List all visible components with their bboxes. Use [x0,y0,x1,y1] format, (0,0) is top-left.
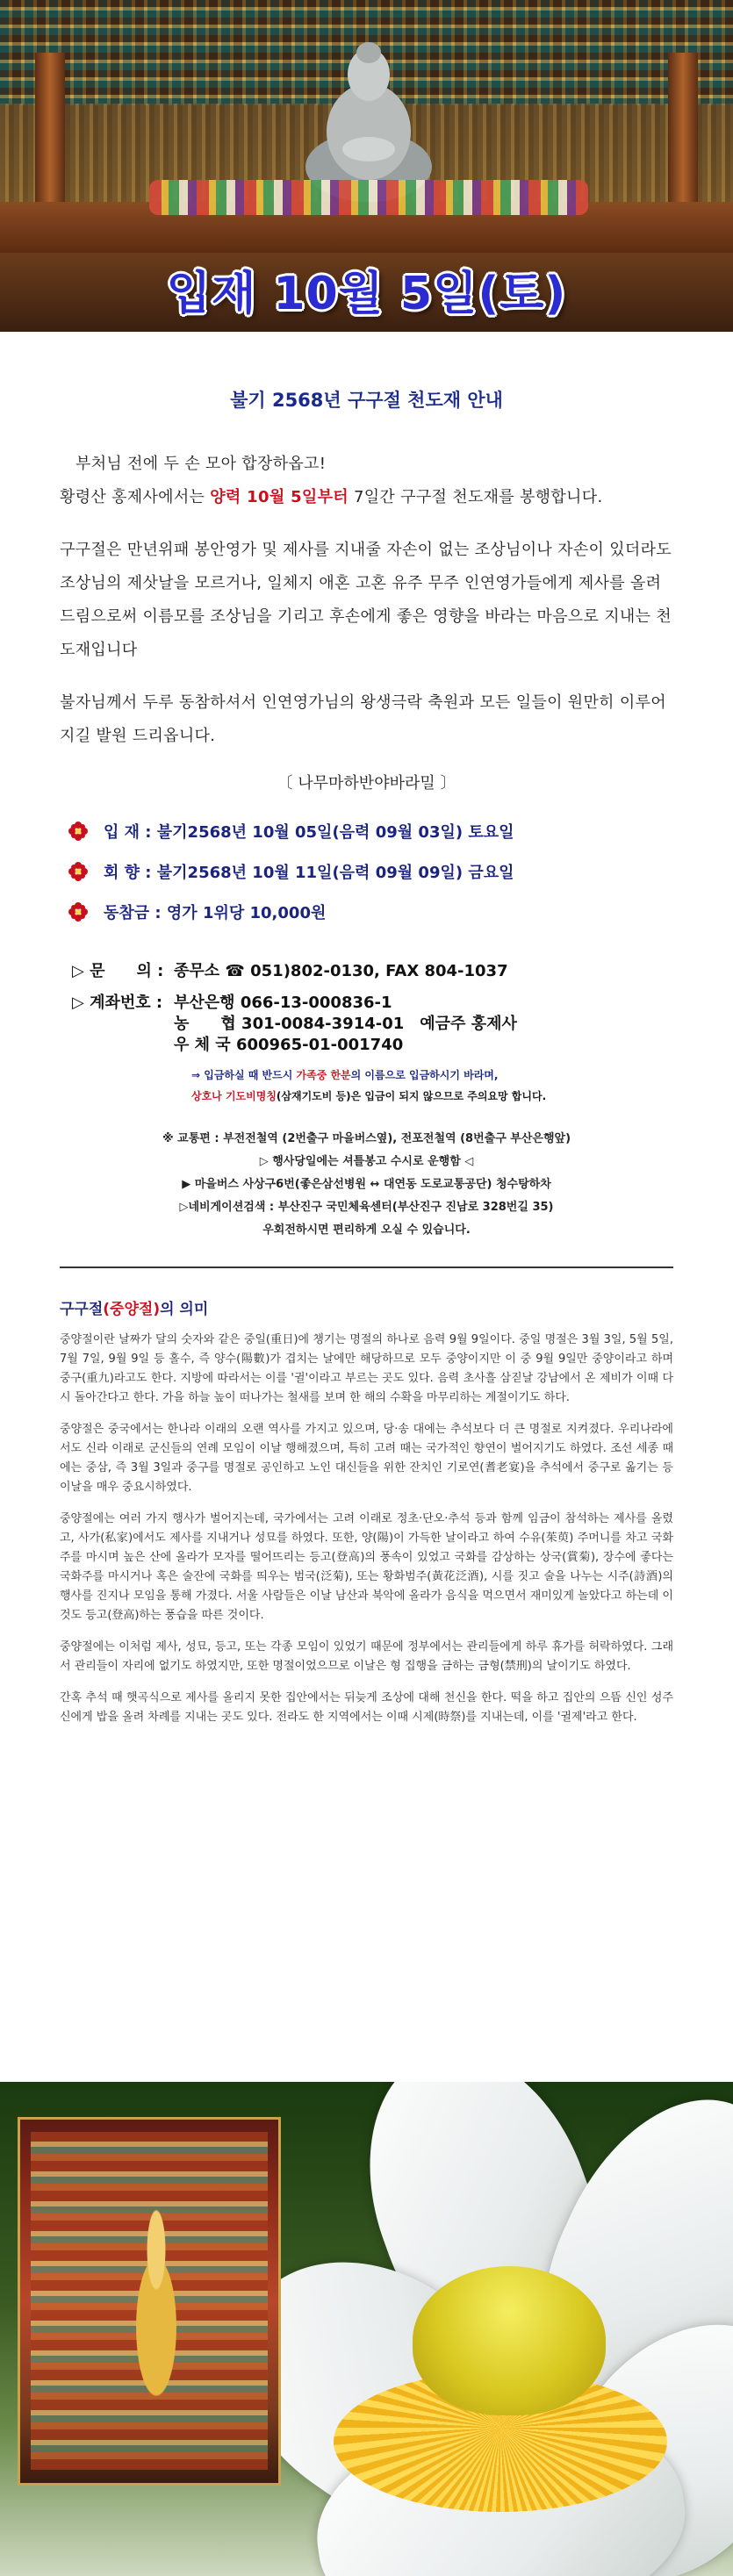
intro-paragraph [60,448,673,514]
bank-accounts [174,993,517,1056]
lotus-flower-icon [68,902,88,922]
shuttle-line: ▷ 행사당일에는 셔틀봉고 수시로 운행함 ◁ [259,1155,474,1168]
deposit-note-line2 [191,1086,673,1107]
schedule-text: 동참금 : 영가 1위당 10,000원 [104,904,327,922]
note-text: ⇒ 입금하실 때 반드시 [191,1069,297,1081]
bus-line: ▶ 마을버스 사상구6번(좋은삼선병원 ↔ 대연동 도로교통공단) 청수탕하차 [182,1178,551,1191]
buddha-statue-image [303,35,435,202]
buddhist-painting-image [18,2117,281,2486]
meaning-paragraph: 중양절에는 여러 가지 행사가 벌어지는데, 국가에서는 고려 이래로 정초·단오·추석 등과 함께 임금이 참석하는 제사를 올렸고, 사가(私家)에서도 제사를 지내거나 성묘를 하였다. 또한, 양(陽)이 가득한 날이라고 하여 수유(茱萸) 주머니를 차고 국화주를 마시며 높은 산에 올라가 모자를 떨어뜨리는 등고(登高)의 풍속이 있었고 국화를 감상하는 상국(賞菊), 장수에 좋다는 국화주를 마시거나 혹은 술잔에 국화를 띄우는 범국(泛菊), 또는 황화범주(黃花泛酒), 시를 짓고 술을 나누는 시주(詩酒)의 행사를 진지나 모임을 통해 가졌다. 서울 사람들은 이날 남산과 북악에 올라가 음식을 먹으면서 재미있게 놀았다고 하는데 이것도 등고(登高)하는 풍습을 따른 것이다. [60,1512,673,1622]
lotus-footer-image [0,2082,733,2576]
directions-line: 우회전하시면 편리하게 오실 수 있습니다. [262,1223,471,1237]
deposit-note [191,1065,673,1107]
wish-paragraph: 불자님께서 두루 동참하셔서 인연영가님의 왕생극락 축원과 모든 일들이 원만히 이루어지길 발원 드리옵니다. [60,693,666,745]
note-text: 의 이름으로 입금하시기 바라며, [350,1069,499,1081]
bank-label: ▷ 계좌번호 : [72,994,163,1012]
lotus-flower-icon [68,862,88,881]
altar-offerings [149,180,588,215]
header-banner [0,0,733,332]
meaning-title [60,1296,673,1318]
bank-account: 부산은행 066-13-000836-1 [174,994,392,1012]
note-highlight: 가족중 한분 [296,1069,351,1081]
schedule-item-end [68,860,673,883]
transport-line: ※ 교통편 : 부전전철역 (2번출구 마을버스옆), 전포전철역 (8번출구 부산은행앞) [162,1132,571,1145]
meaning-title-main: 구구절 [60,1301,104,1318]
meaning-paragraph: 중양절이란 날짜가 달의 숫자와 같은 중일(重日)에 챙기는 명절의 하나로 음력 9월 9일이다. 중일 명절은 3월 3일, 5월 5일, 7월 7일, 9월 9일 등 홀수, 즉 양수(陽數)가 겹치는 날에만 해당하므로 모두 중양이지만 이 중 9월 9일만 중양이라고 하며 중구(重九)라고도 한다. 지방에 따라서는 이를 '귈'이라고 부르는 곳도 있다. 음력 초사흘 삼짇날 강남에서 온 제비가 이때 다시 돌아간다고 한다. 가을 하늘 높이 떠나가는 철새를 보며 한 해의 수확을 마무리하는 계절이기도 하다. [60,1333,673,1404]
deposit-note-line1 [191,1065,673,1086]
banner-title: 입재 10월 5일(토) [166,268,567,320]
mantra-text: 〔 나무마하반야바라밀 〕 [277,774,456,793]
schedule-item-fee [68,901,673,923]
notice-headline: 불기 2568년 구구절 천도재 안내 [230,390,503,411]
intro-greeting: 부처님 전에 두 손 모아 합장하옵고! [75,455,327,473]
inquiry-value: 종무소 ☎ 051)802-0130, FAX 804-1037 [174,962,508,980]
transport-info [60,1128,673,1242]
note-text: (삼재기도비 등)은 입금이 되지 않으므로 주의요망 합니다. [276,1090,547,1102]
schedule-item-start [68,820,673,843]
meaning-title-suffix: 의 의미 [160,1301,209,1318]
inquiry-label: ▷ 문 의 : [72,962,164,980]
bank-row [72,990,673,1056]
meaning-paragraph: 간혹 추석 때 햇곡식으로 제사를 올리지 못한 집안에서는 뒤늦게 조상에 대해 천신을 한다. 떡을 하고 집안의 으뜸 신인 성주신에게 밥을 올려 차례를 지내는 곳도 있다. 전라도 한 지역에서는 이때 시제(時祭)를 지내는데, 이를 '귈제'라고 한다. [60,1691,673,1724]
note-highlight: 상호나 기도비명칭 [191,1090,277,1102]
meaning-title-paren: (중양절) [103,1301,161,1318]
schedule-text: 입 재 : 불기2568년 10월 05일(음력 09월 03일) 토요일 [104,823,514,842]
lotus-flower-icon [68,822,88,841]
lotus-seed-pod [413,2266,606,2415]
notice-section [0,386,733,1727]
intro-date-highlight: 양력 10월 5일부터 [210,488,349,506]
intro-text-post: 7일간 구구절 천도재를 봉행합니다. [348,488,603,506]
meaning-paragraph: 중양절은 중국에서는 한나라 이래의 오랜 역사를 가지고 있으며, 당·송 대에는 추석보다 더 큰 명절로 지켜졌다. 우리나라에서도 신라 이래로 군신들의 연례 모임이 이날 행해졌으며, 특히 고려 때는 국가적인 향연이 벌어지기도 하였다. 조선 세종 때에는 중삼, 즉 3월 3일과 중구를 명절로 공인하고 노인 대신들을 위한 잔치인 기로연(耆老宴)을 추석에서 중구로 옮기는 등 이날을 매우 중요시하였다. [60,1423,673,1494]
bank-account: 우 체 국 600965-01-001740 [174,1036,404,1054]
contact-info [60,958,673,1107]
meaning-paragraph: 중양절에는 이처럼 제사, 성묘, 등고, 또는 각종 모임이 있었기 때문에 정부에서는 관리들에게 하루 휴가를 허락하였다. 그래서 관리들이 자리에 없기도 하였지만, 또한 명절이었으므로 이날은 형 집행을 금하는 금형(禁刑)의 날이기도 하였다. [60,1640,673,1673]
navigation-line: ▷네비게이션검색 : 부산진구 국민체육센터(부산진구 진남로 328번길 35) [179,1201,554,1214]
intro-text-pre: 황령산 홍제사에서는 [60,488,211,506]
schedule-list [60,820,673,923]
schedule-text: 회 향 : 불기2568년 10월 11일(음력 09월 09일) 금요일 [104,864,514,882]
inquiry-row [72,958,673,981]
intro-announcement [60,481,673,514]
bank-account: 농 협 301-0084-3914-01 예금주 홍제사 [174,1015,517,1033]
section-divider [60,1266,673,1268]
description-paragraph: 구구절은 만년위패 봉안영가 및 제사를 지내줄 자손이 없는 조상님이나 자손이 있더라도 조상님의 제삿날을 모르거나, 일체지 애혼 고혼 유주 무주 인연영가들에게 제사를 올려드림으로써 이름모를 조상님을 기리고 후손에게 좋은 영향을 바라는 마음으로 지내는 천도재입니다 [60,541,672,659]
painting-buddha-figure [121,2207,191,2400]
